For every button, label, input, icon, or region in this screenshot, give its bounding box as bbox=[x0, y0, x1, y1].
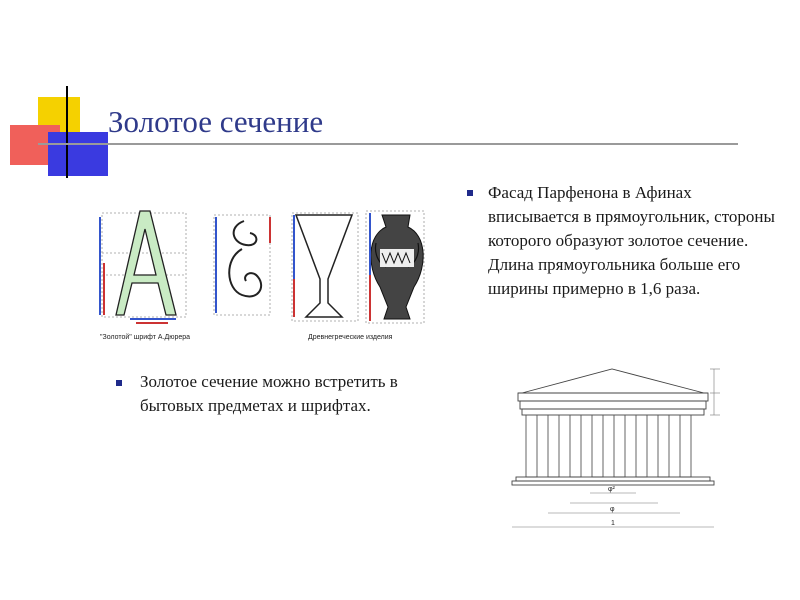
golden-ratio-letters-illustration bbox=[96, 203, 430, 353]
caption-greek-items: Древнегреческие изделия bbox=[308, 334, 393, 341]
decor-vertical-line bbox=[66, 86, 68, 178]
letter-a-icon bbox=[116, 211, 176, 315]
dim-label-phi-squared: φ² bbox=[608, 486, 615, 493]
bullet-marker bbox=[116, 380, 122, 386]
bullet-text-parthenon: Фасад Парфенона в Афинах вписывается в прямоугольник, стороны которого образуют золотое сечение. Длина прямоугольника больше его ширины примерно в 1,6 раза. bbox=[488, 183, 775, 298]
bullet-text-everyday: Золотое сечение можно встретить в бытовых предметах и шрифтах. bbox=[140, 372, 398, 415]
caption-durer-font: "Золотой" шрифт А.Дюрера bbox=[100, 334, 191, 341]
scroll-ornament-icon bbox=[229, 221, 261, 296]
title-underline bbox=[38, 143, 738, 145]
slide-title: Золотое сечение bbox=[108, 104, 324, 139]
dim-label-phi: φ bbox=[610, 506, 615, 513]
decor-blue-square bbox=[48, 132, 108, 176]
dim-label-one: 1 bbox=[611, 520, 615, 527]
goblet-icon bbox=[296, 215, 352, 317]
bullet-marker bbox=[467, 190, 473, 196]
parthenon-facade-illustration bbox=[508, 363, 726, 541]
parthenon-icon bbox=[512, 369, 714, 485]
amphora-icon bbox=[371, 215, 423, 319]
